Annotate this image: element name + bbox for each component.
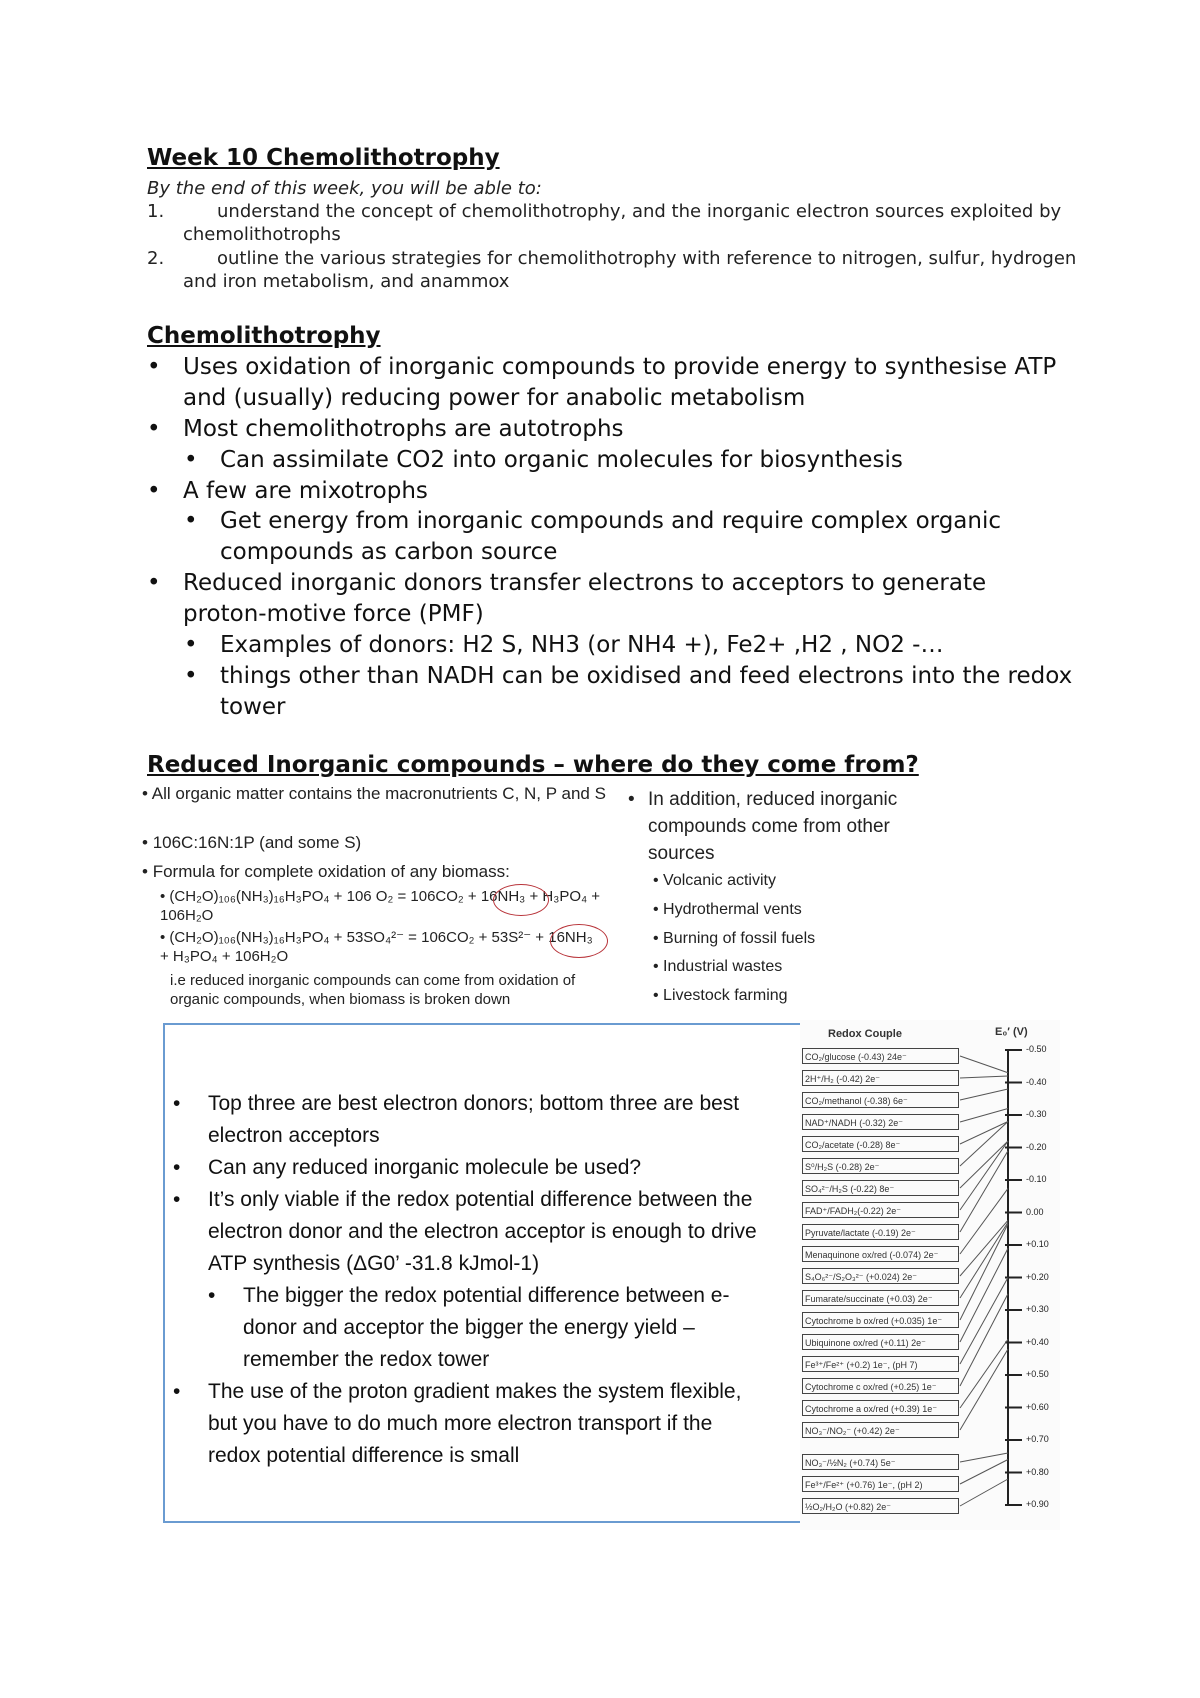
bullet-icon: •	[142, 784, 152, 803]
objective-text: outline the various strategies for chemolithotrophy with reference to nitrogen, sulfur, hydrogen and iron metabolism, and anammox	[183, 248, 1077, 292]
redox-connector-line	[960, 1222, 1008, 1298]
potential-tick-label: +0.50	[1026, 1369, 1049, 1379]
redox-couple: Cytochrome b ox/red (+0.035) 1e⁻	[802, 1312, 959, 1328]
bullet-icon: •	[653, 901, 664, 918]
section-heading-reduced-inorganic: Reduced Inorganic compounds – where do they come from?	[147, 752, 919, 778]
redox-connector-line	[960, 1248, 1008, 1342]
redox-connector-line	[960, 1188, 1008, 1254]
redox-couple: SO₄²⁻/H₂S (-0.22) 8e⁻	[802, 1180, 959, 1196]
bullet-icon: •	[173, 1188, 181, 1211]
redox-couple: Menaquinone ox/red (-0.074) 2e⁻	[802, 1246, 959, 1262]
redox-connector-line	[960, 1141, 1008, 1188]
redox-connector-line	[960, 1453, 1008, 1462]
bullet-item	[147, 476, 1077, 507]
redox-couple: CO₂/methanol (-0.38) 6e⁻	[802, 1092, 959, 1108]
potential-tick-label: -0.30	[1026, 1109, 1047, 1119]
redox-connector-line	[960, 1141, 1008, 1210]
redox-connector-line	[960, 1089, 1008, 1100]
bullet-icon: •	[147, 570, 161, 596]
redox-couple: NAD⁺/NADH (-0.32) 2e⁻	[802, 1114, 959, 1130]
potential-tick-label: -0.10	[1026, 1174, 1047, 1184]
potential-tick-label: +0.60	[1026, 1401, 1049, 1412]
potential-tick-label: -0.50	[1026, 1044, 1047, 1054]
potential-tick-label: +0.70	[1026, 1434, 1049, 1444]
box-bullet	[173, 1152, 763, 1184]
bullet-icon: •	[173, 1156, 181, 1179]
bullet-text: things other than NADH can be oxidised and feed electrons into the redox tower	[220, 663, 1073, 720]
potential-tick-label: +0.40	[1026, 1336, 1049, 1347]
redox-tower-figure	[800, 1020, 1060, 1530]
panel-bullet-text: 106C:16N:1P (and some S)	[152, 833, 362, 852]
box-bullet-text: The bigger the redox potential difference between e- donor and acceptor the bigger the energy yield – remember the redox tower	[243, 1284, 730, 1371]
source-item: • Industrial wastes	[653, 958, 783, 975]
section-heading-chemolithotrophy: Chemolithotrophy	[147, 323, 381, 349]
redox-connector-line	[960, 1122, 1008, 1167]
bullet-item	[147, 414, 1077, 445]
bullet-icon: •	[173, 1092, 181, 1115]
potential-tick-label: -0.40	[1026, 1076, 1047, 1087]
bullet-icon: •	[653, 958, 664, 975]
redox-couple: NO₃⁻/NO₂⁻ (+0.42) 2e⁻	[802, 1422, 959, 1438]
box-bullet-text: It’s only viable if the redox potential difference between the electron donor and the electron acceptor is enough to drive ATP synthesis (ΔG0’ -31.8 kJmol-1)	[208, 1188, 757, 1275]
bullet-text: A few are mixotrophs	[183, 478, 428, 504]
panel-bullet-text: All organic matter contains the macronutrients C, N, P and S	[151, 784, 606, 803]
box-bullet-text: Can any reduced inorganic molecule be used?	[208, 1156, 642, 1179]
bullet-text: Reduced inorganic donors transfer electrons to acceptors to generate proton-motive force (PMF)	[183, 570, 987, 627]
bullet-icon: •	[147, 416, 161, 442]
bullet-icon: •	[653, 872, 664, 889]
redox-couple-header: Redox Couple	[828, 1028, 902, 1040]
bullet-icon: •	[628, 789, 635, 810]
redox-couple: Ubiquinone ox/red (+0.11) 2e⁻	[802, 1334, 959, 1350]
box-sub-bullet	[208, 1280, 763, 1376]
panel-lead-text: In addition, reduced inorganic compounds come from other sources	[648, 789, 898, 864]
other-sources-panel	[628, 786, 928, 1011]
redox-connector-line	[960, 1056, 1008, 1073]
bullet-icon: •	[184, 508, 198, 534]
sub-bullet-item	[184, 445, 1074, 476]
redox-couple: Fe³⁺/Fe²⁺ (+0.76) 1e⁻, (pH 2)	[802, 1476, 959, 1492]
source-item: • Volcanic activity	[653, 872, 776, 889]
redox-couple: Fumarate/succinate (+0.03) 2e⁻	[802, 1290, 959, 1306]
redox-couple: S₄O₆²⁻/S₂O₃²⁻ (+0.024) 2e⁻	[802, 1268, 959, 1284]
redox-couple: Pyruvate/lactate (-0.19) 2e⁻	[802, 1224, 959, 1240]
bullet-icon: •	[184, 663, 198, 689]
redox-couple: ½O₂/H₂O (+0.82) 2e⁻	[802, 1498, 959, 1514]
redox-connector-line	[960, 1278, 1008, 1365]
redox-couple: Cytochrome a ox/red (+0.39) 1e⁻	[802, 1400, 959, 1416]
source-item: • Livestock farming	[653, 987, 788, 1004]
sub-bullet-item	[184, 506, 1074, 568]
box-bullet-text: Top three are best electron donors; bottom three are best electron acceptors	[208, 1092, 740, 1147]
box-bullet	[173, 1088, 763, 1152]
bullet-text: Most chemolithotrophs are autotrophs	[183, 416, 624, 442]
objective-2	[147, 247, 1077, 293]
potential-tick-label: +0.20	[1026, 1271, 1049, 1282]
potential-tick-label: -0.20	[1026, 1141, 1047, 1152]
redox-connector-line	[960, 1220, 1008, 1276]
redox-connector-line	[960, 1076, 1008, 1078]
source-item: • Hydrothermal vents	[653, 901, 802, 918]
bullet-icon: •	[208, 1284, 216, 1307]
box-bullet	[173, 1376, 763, 1472]
source-item: • Burning of fossil fuels	[653, 930, 816, 947]
highlight-circle-icon	[493, 884, 549, 916]
panel-note: i.e reduced inorganic compounds can come from oxidation of organic compounds, when biomass is broken down	[170, 972, 576, 1008]
objective-text: understand the concept of chemolithotrophy, and the inorganic electron sources exploited by chemolithotrophs	[183, 201, 1062, 245]
redox-connector-line	[960, 1224, 1008, 1320]
redox-couple: CO₂/glucose (-0.43) 24e⁻	[802, 1048, 959, 1064]
potential-tick-label: +0.90	[1026, 1499, 1049, 1509]
bullet-text: Examples of donors: H2 S, NH3 (or NH4 +), Fe2+ ,H2 , NO2 -…	[220, 632, 944, 658]
bullet-icon: •	[142, 833, 153, 852]
box-bullet	[173, 1184, 763, 1280]
bullet-icon: •	[147, 478, 161, 504]
redox-connector-line	[960, 1151, 1008, 1232]
bullet-icon: •	[142, 862, 153, 881]
redox-couple: S⁰/H₂S (-0.28) 2e⁻	[802, 1158, 959, 1174]
redox-couple: Fe³⁺/Fe²⁺ (+0.2) 1e⁻, (pH 7)	[802, 1356, 959, 1372]
potential-tick-label: +0.30	[1026, 1304, 1049, 1314]
redox-couple: CO₂/acetate (-0.28) 8e⁻	[802, 1136, 959, 1152]
bullet-icon: •	[653, 987, 664, 1004]
redox-connector-line	[960, 1339, 1008, 1408]
redox-couple: 2H⁺/H₂ (-0.42) 2e⁻	[802, 1070, 959, 1086]
box-bullet-text: The use of the proton gradient makes the system flexible, but you have to do much more electron transport if the redox potential difference is small	[208, 1380, 742, 1467]
bullet-icon: •	[184, 632, 198, 658]
highlight-circle-icon	[550, 924, 608, 958]
potential-tick-label: +0.80	[1026, 1466, 1049, 1477]
bullet-item	[147, 568, 1077, 630]
bullet-icon: •	[147, 354, 161, 380]
bullet-icon: •	[184, 447, 198, 473]
objective-number: 2.	[147, 248, 165, 269]
sub-bullet-item	[184, 661, 1074, 723]
potential-header: E₀′ (V)	[995, 1026, 1028, 1038]
biomass-oxidation-panel	[142, 781, 622, 1011]
potential-tick-label: +0.10	[1026, 1239, 1049, 1249]
redox-couple: Cytochrome c ox/red (+0.25) 1e⁻	[802, 1378, 959, 1394]
equation-1: (CH₂O)₁₀₆(NH₃)₁₆H₃PO₄ + 106 O₂ = 106CO₂ + 16NH₃ + H₃PO₄ + 106H₂O	[160, 888, 601, 924]
bullet-icon: •	[173, 1380, 181, 1403]
sub-bullet-item	[184, 630, 1074, 661]
bullet-text: Can assimilate CO2 into organic molecules for biosynthesis	[220, 447, 903, 473]
redox-connector-line	[960, 1294, 1008, 1386]
redox-connector-line	[960, 1122, 1008, 1145]
objective-1	[147, 200, 1077, 246]
objective-number: 1.	[147, 201, 165, 222]
bullet-icon: •	[160, 888, 170, 905]
redox-connector-line	[960, 1479, 1008, 1506]
intro-text: By the end of this week, you will be able to:	[147, 178, 542, 199]
bullet-icon: •	[160, 929, 170, 946]
redox-couple: NO₃⁻/½N₂ (+0.74) 5e⁻	[802, 1454, 959, 1470]
panel-bullet-text: Formula for complete oxidation of any biomass:	[152, 862, 510, 881]
bullet-icon: •	[653, 930, 664, 947]
redox-tower-lines	[800, 1020, 1060, 1530]
page-title: Week 10 Chemolithotrophy	[147, 145, 500, 171]
redox-connector-line	[960, 1109, 1008, 1123]
redox-couple: FAD⁺/FADH₂(-0.22) 2e⁻	[802, 1202, 959, 1218]
bullet-text: Get energy from inorganic compounds and require complex organic compounds as carbon source	[220, 508, 1002, 565]
redox-connector-line	[960, 1349, 1008, 1430]
potential-tick-label: 0.00	[1026, 1206, 1044, 1217]
bullet-text: Uses oxidation of inorganic compounds to provide energy to synthesise ATP and (usually) reducing power for anabolic metabolism	[183, 354, 1057, 411]
redox-notes-box	[163, 1023, 804, 1523]
bullet-item	[147, 352, 1077, 414]
redox-connector-line	[960, 1460, 1008, 1485]
equation-2: (CH₂O)₁₀₆(NH₃)₁₆H₃PO₄ + 53SO₄²⁻ = 106CO₂ + 53S²⁻ + 16NH₃ + H₃PO₄ + 106H₂O	[160, 929, 593, 965]
